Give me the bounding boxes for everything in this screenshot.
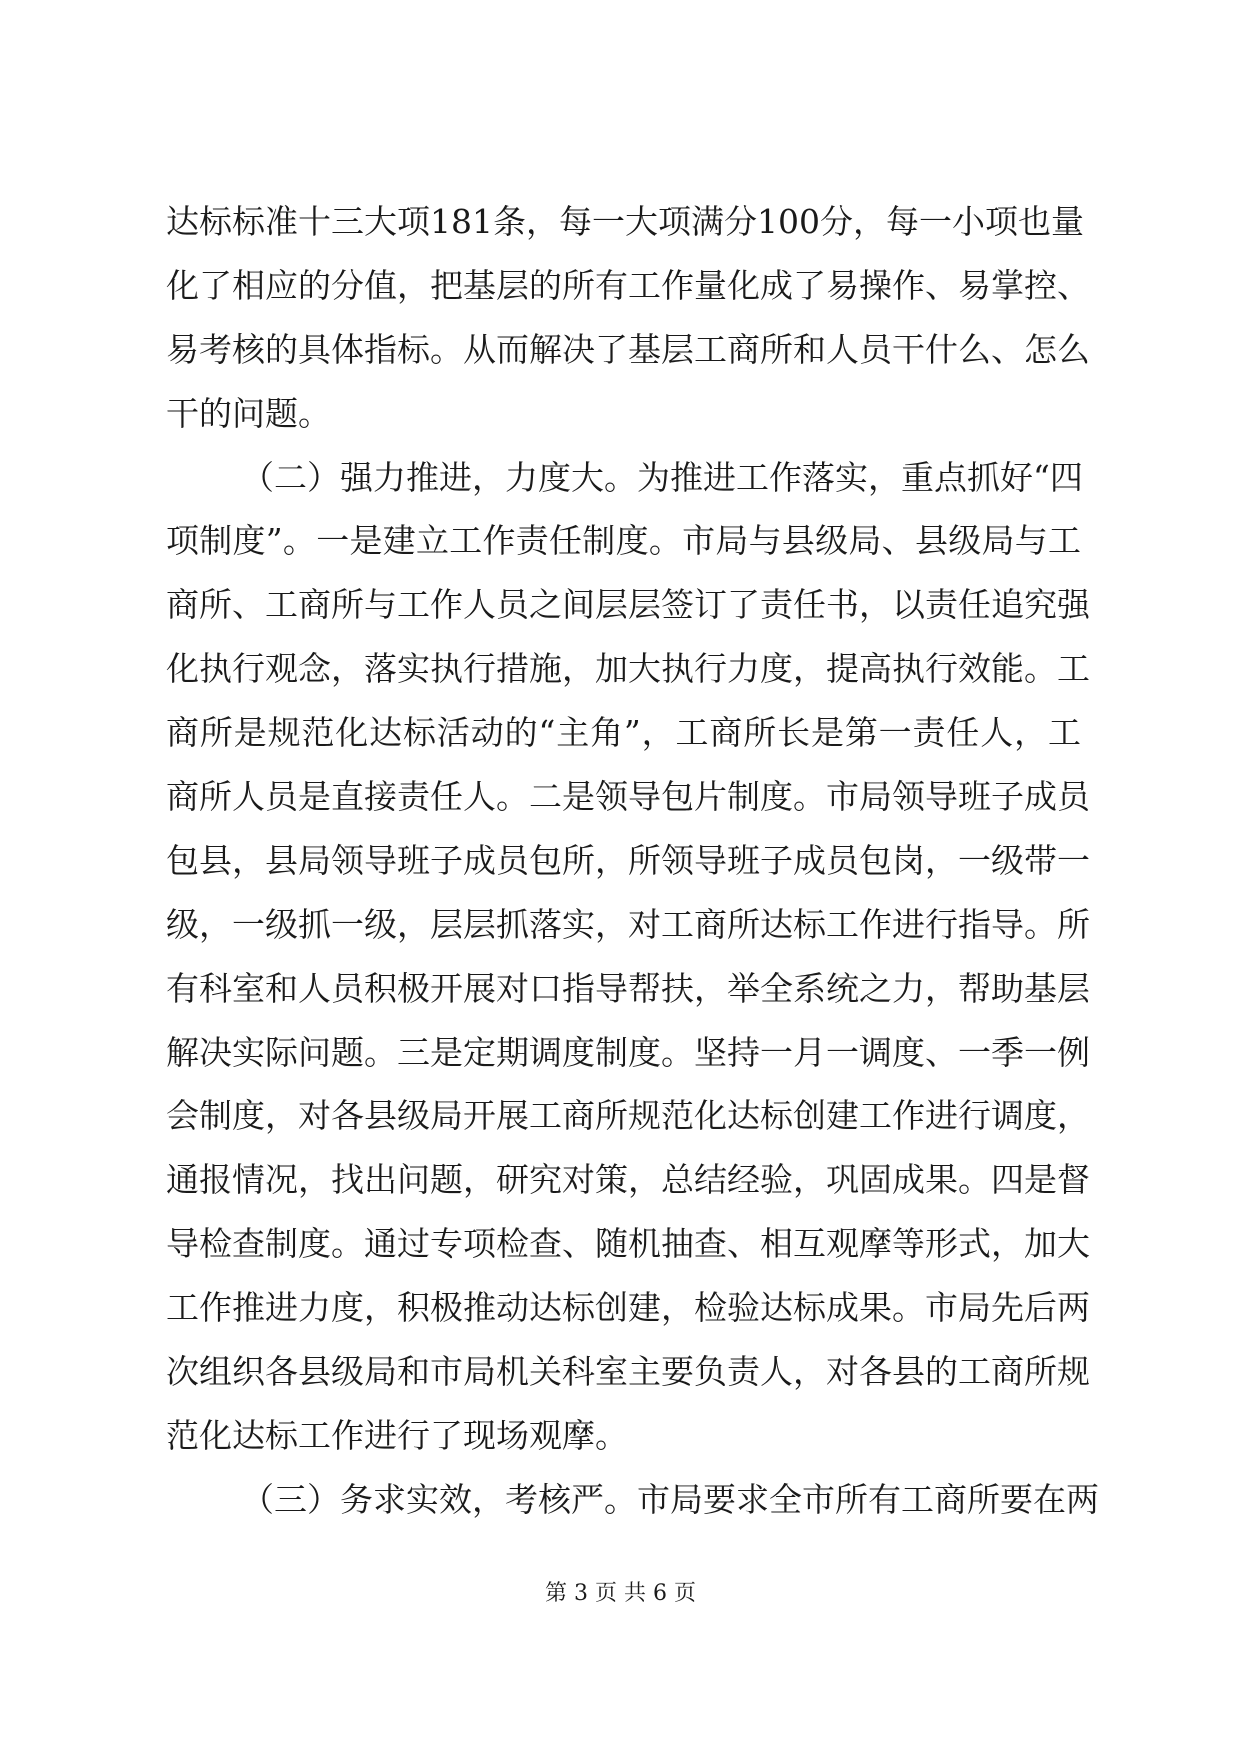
paragraph-start-line: （三）务求实效，考核严。市局要求全市所有工商所要在两 [241,1479,1099,1519]
text-line: 导检查制度。通过专项检查、随机抽查、相互观摩等形式，加大 [166,1224,1090,1264]
text-line: 通报情况，找出问题，研究对策，总结经验，巩固成果。四是督 [166,1160,1090,1200]
paragraph-start-line: （二）强力推进，力度大。为推进工作落实，重点抓好“四 [241,457,1083,497]
text-line: 化了相应的分值，把基层的所有工作量化成了易操作、易掌控、 [166,265,1090,305]
text-line: 包县，县局领导班子成员包所，所领导班子成员包岗，一级带一 [166,840,1090,880]
text-line: 商所人员是直接责任人。二是领导包片制度。市局领导班子成员 [166,777,1090,817]
text-line: 会制度，对各县级局开展工商所规范化达标创建工作进行调度， [166,1096,1090,1136]
text-line: 级，一级抓一级，层层抓落实，对工商所达标工作进行指导。所 [166,904,1090,944]
text-line: 商所是规范化达标活动的“主角”，工商所长是第一责任人，工 [166,713,1081,753]
text-line: 解决实际问题。三是定期调度制度。坚持一月一调度、一季一例 [166,1032,1090,1072]
page-footer [0,1581,1241,1607]
text-line: 达标标准十三大项181条，每一大项满分100分，每一小项也量 [166,202,1084,241]
text-line: 项制度”。一是建立工作责任制度。市局与县级局、县级局与工 [166,521,1081,561]
text-line: 商所、工商所与工作人员之间层层签订了责任书，以责任追究强 [166,585,1090,625]
text-line: 有科室和人员积极开展对口指导帮扶，举全系统之力，帮助基层 [166,968,1090,1008]
text-line: 次组织各县级局和市局机关科室主要负责人，对各县的工商所规 [166,1352,1090,1392]
text-line: 范化达标工作进行了现场观摩。 [166,1415,628,1455]
document-body [166,202,1099,1547]
text-line: 化执行观念，落实执行措施，加大执行力度，提高执行效能。工 [166,649,1090,689]
page-number: 第 3 页 共 6 页 [545,1581,696,1606]
text-line: 易考核的具体指标。从而解决了基层工商所和人员干什么、怎么 [166,329,1090,369]
text-line: 干的问题。 [166,393,331,433]
text-line: 工作推进力度，积极推动达标创建，检验达标成果。市局先后两 [166,1288,1090,1328]
